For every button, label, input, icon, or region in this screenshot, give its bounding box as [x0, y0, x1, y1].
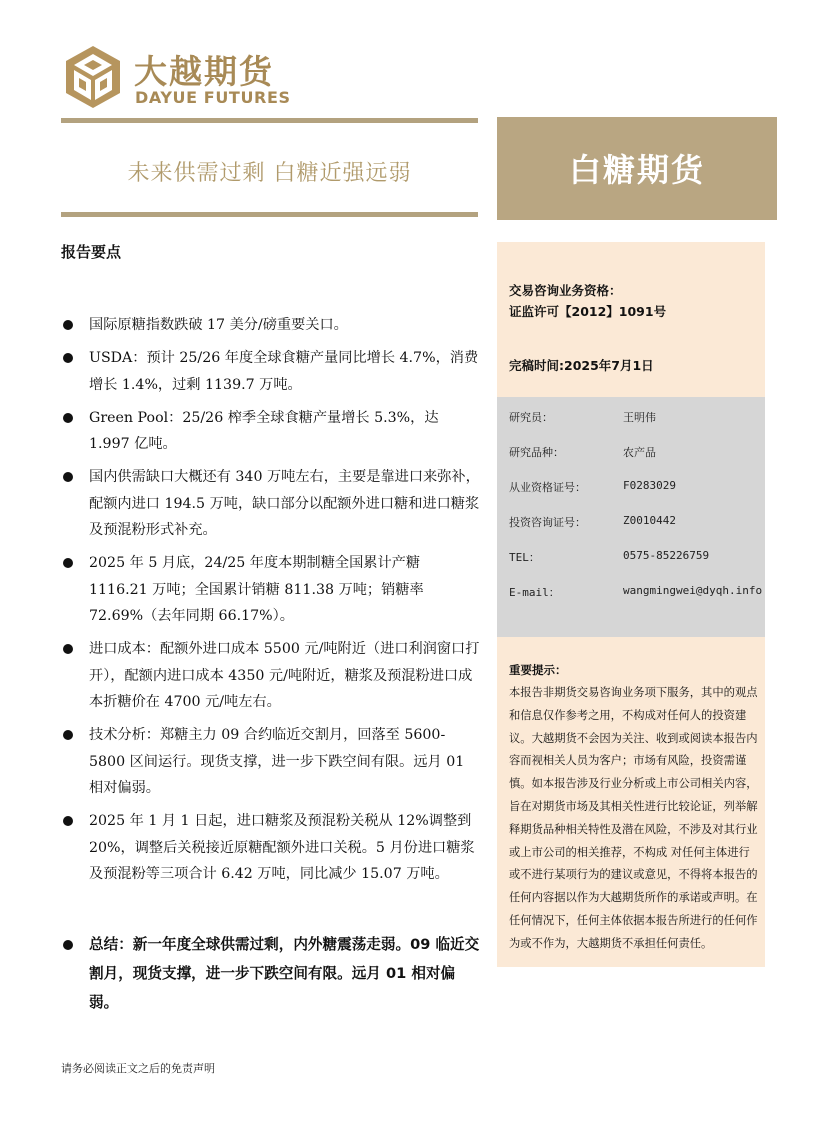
info-label: TEL： [509, 551, 540, 564]
list-item [61, 722, 481, 802]
info-value: F0283029 [623, 479, 676, 492]
summary-text: 总结：新一年度全球供需过剩，内外糖震荡走弱。09 临近交割月，现货支撑，进一步下跌空间有限。远月 01 相对偏弱。 [89, 936, 480, 1011]
key-points-list [61, 312, 481, 894]
report-title: 未来供需过剩 白糖近强远弱 [127, 161, 412, 186]
info-value: 0575-85226759 [623, 549, 710, 562]
title-top-rule [61, 118, 478, 123]
license-number: 证监许可【2012】1091号 [509, 304, 667, 319]
brand-logo [62, 44, 292, 114]
bullet-icon [63, 816, 73, 826]
email-link[interactable]: wangmingwei@dyqh.info [623, 584, 763, 597]
category-banner [497, 117, 777, 220]
completion-date: 完稿时间:2025年7月1日 [509, 358, 654, 373]
bullet-icon [63, 320, 73, 330]
bullet-icon [63, 644, 73, 654]
info-value: 农产品 [623, 446, 656, 459]
summary-item [61, 930, 481, 1017]
bullet-icon [63, 558, 73, 568]
list-item [61, 464, 481, 544]
qualification-line: 交易咨询业务资格： [509, 283, 622, 298]
bullet-icon [63, 413, 73, 423]
analyst-info-box [497, 397, 765, 637]
list-item [61, 405, 481, 458]
qualification [509, 280, 666, 322]
info-label: 从业资格证号： [509, 481, 586, 494]
point-text: 2025 年 5 月底，24/25 年度本期制糖全国累计产糖 1116.21 万吨；全国累计销糖 811.38 万吨；销糖率 72.69%（去年同期 66.17%）。 [89, 555, 424, 624]
info-label: 投资咨询证号： [509, 516, 586, 529]
disclaimer-footer: 请务必阅读正文之后的免责声明 [61, 1062, 215, 1075]
brand-name-cn: 大越期货 [134, 52, 274, 91]
point-text: 国内供需缺口大概还有 340 万吨左右，主要是靠进口来弥补，配额内进口 194.5 万吨，缺口部分以配额外进口糖和进口糖浆及预混粉形式补充。 [89, 469, 480, 538]
logo-cube-icon [62, 44, 124, 110]
info-value: Z0010442 [623, 514, 676, 527]
list-item [61, 808, 481, 888]
brand-name-en: DAYUE FUTURES [135, 88, 291, 107]
summary-block [61, 930, 481, 1024]
point-text: 国际原糖指数跌破 17 美分/磅重要关口。 [89, 317, 348, 333]
info-label: 研究品种： [509, 446, 564, 459]
list-item [61, 636, 481, 716]
category-label: 白糖期货 [568, 151, 705, 189]
list-item [61, 345, 481, 398]
point-text: 进口成本：配额外进口成本 5500 元/吨附近（进口利润窗口打开），配额内进口成本 4350 元/吨附近，糖浆及预混粉进口成本折糖价在 4700 元/吨左右。 [89, 641, 480, 710]
title-bottom-rule [61, 212, 478, 217]
point-text: 技术分析：郑糖主力 09 合约临近交割月，回落至 5600-5800 区间运行。现货支撑，进一步下跌空间有限。远月 01 相对偏弱。 [89, 727, 465, 796]
info-label: E-mail： [509, 586, 560, 599]
point-text: 2025 年 1 月 1 日起，进口糖浆及预混粉关税从 12%调整到 20%，调整后关税接近原糖配额外进口关税。5 月份进口糖浆及预混粉等三项合计 6.42 万吨，同比减少 15.07 万吨。 [89, 813, 475, 882]
info-label: 研究员： [509, 411, 553, 424]
bullet-icon [63, 472, 73, 482]
notice-title: 重要提示： [509, 663, 567, 677]
point-text: Green Pool：25/26 榨季全球食糖产量增长 5.3%，达 1.997 亿吨。 [89, 409, 439, 452]
list-item [61, 550, 481, 630]
info-value: 王明伟 [623, 411, 656, 424]
point-text: USDA：预计 25/26 年度全球食糖产量同比增长 4.7%，消费增长 1.4%，过剩 1139.7 万吨。 [89, 350, 479, 393]
notice-body: 本报告非期货交易咨询业务项下服务，其中的观点和信息仅作参考之用，不构成对任何人的投资建议。大越期货不会因为关注、收到或阅读本报告内容而视相关人员为客户；市场有风险，投资需谨慎。如本报告涉及行业分析或上市公司相关内容，旨在对期货市场及其相关性进行比较论证，列举解释期货品种相关特性及潜在风险，不涉及对其行业或上市公司的相关推荐，不构成 对任何主体进行或不进行某项行为的建议或意见，不得将本报告的任何内容据以作为大越期货所作的承诺或声明。在任何情况下，任何主体依据本报告所进行的任何作为或不作为，大越期货不承担任何责任。 [509, 686, 758, 950]
sidebar-panel [497, 242, 765, 967]
section-heading: 报告要点 [61, 243, 122, 261]
bullet-icon [63, 940, 73, 950]
list-item [61, 312, 481, 339]
bullet-icon [63, 353, 73, 363]
bullet-icon [63, 730, 73, 740]
